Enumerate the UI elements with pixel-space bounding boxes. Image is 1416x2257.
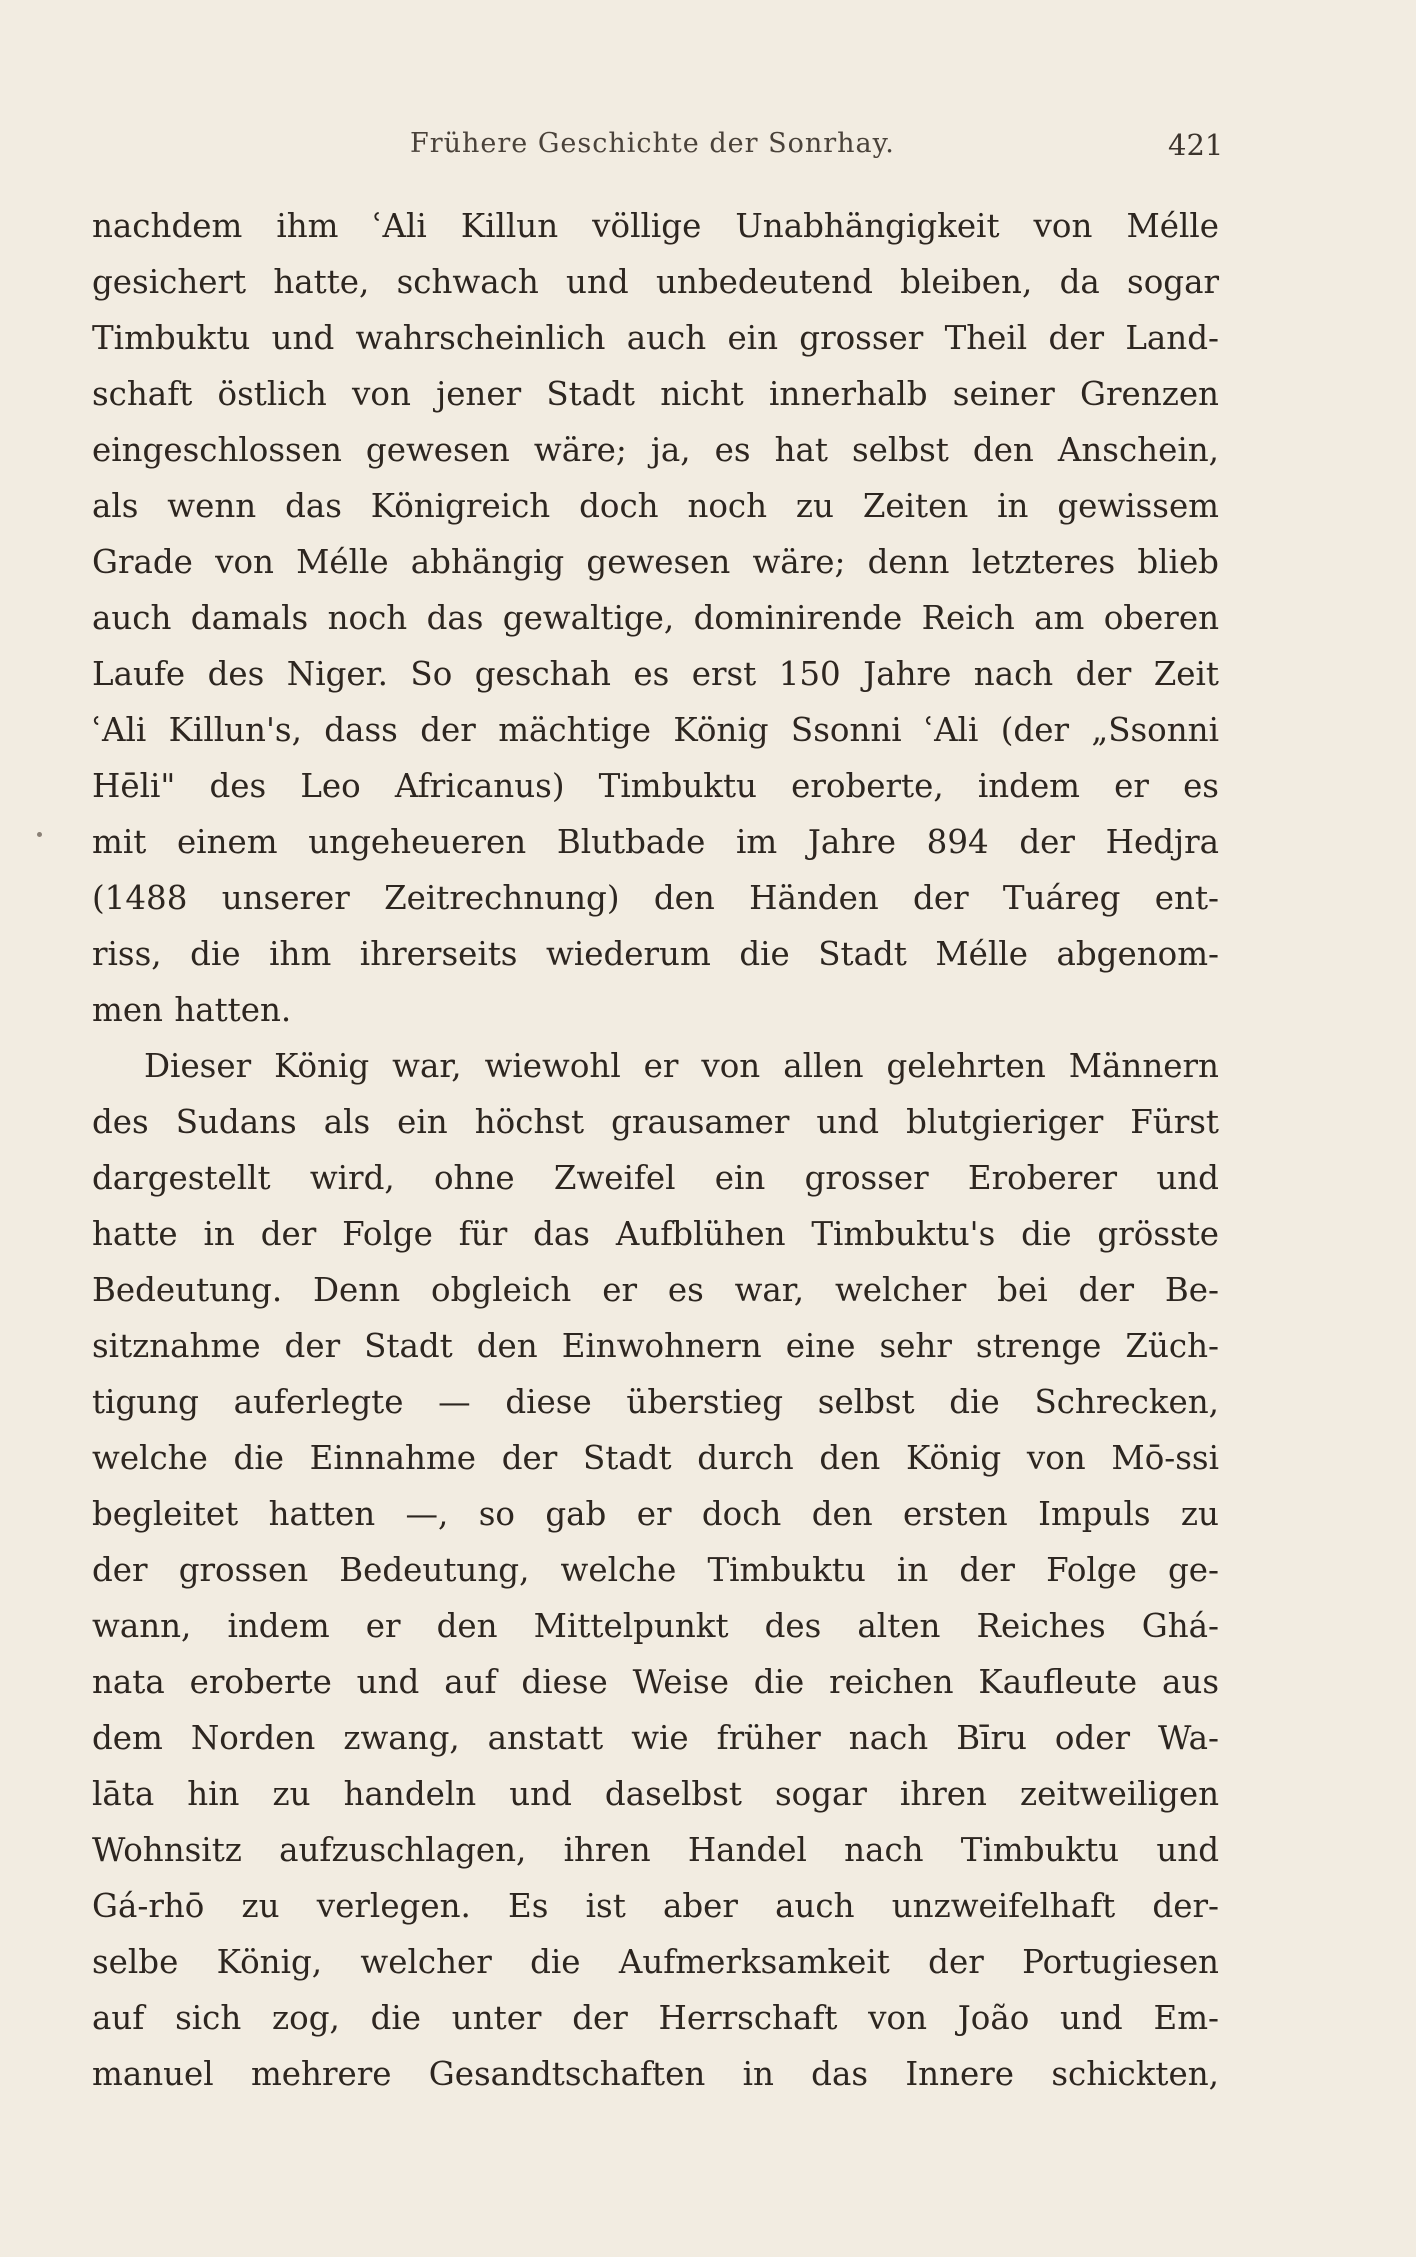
text-line: des Sudans als ein höchst grausamer und blutgieriger Fürst	[92, 1103, 1219, 1141]
text-line: manuel mehrere Gesandtschaften in das Innere schickten,	[92, 2055, 1219, 2093]
text-line: selbe König, welcher die Aufmerksamkeit der Portugiesen	[92, 1943, 1219, 1981]
text-line: auf sich zog, die unter der Herrschaft von João und Em-	[92, 1999, 1219, 2037]
text-line: riss, die ihm ihrerseits wiederum die Stadt Mélle abgenom-	[92, 935, 1219, 973]
text-line: ʿAli Killun's, dass der mächtige König Ssonni ʿAli (der „Ssonni	[92, 711, 1219, 749]
text-line: hatte in der Folge für das Aufblühen Timbuktu's die grösste	[92, 1215, 1219, 1253]
page-number: 421	[1168, 128, 1224, 162]
text-line: Dieser König war, wiewohl er von allen gelehrten Männern	[144, 1047, 1219, 1085]
text-line: Grade von Mélle abhängig gewesen wäre; denn letzteres blieb	[92, 543, 1219, 581]
text-line: welche die Einnahme der Stadt durch den König von Mō-ssi	[92, 1439, 1219, 1477]
text-line: Gá-rhō zu verlegen. Es ist aber auch unzweifelhaft der-	[92, 1887, 1219, 1925]
text-line: nachdem ihm ʿAli Killun völlige Unabhängigkeit von Mélle	[92, 207, 1219, 245]
text-line: nata eroberte und auf diese Weise die reichen Kaufleute aus	[92, 1663, 1219, 1701]
text-line: schaft östlich von jener Stadt nicht innerhalb seiner Grenzen	[92, 375, 1219, 413]
text-line: men hatten.	[92, 991, 292, 1029]
text-line: Timbuktu und wahrscheinlich auch ein grosser Theil der Land-	[92, 319, 1219, 357]
text-line: Wohnsitz aufzuschlagen, ihren Handel nach Timbuktu und	[92, 1831, 1219, 1869]
text-line: sitznahme der Stadt den Einwohnern eine sehr strenge Züch-	[92, 1327, 1219, 1365]
text-line: wann, indem er den Mittelpunkt des alten Reiches Ghá-	[92, 1607, 1219, 1645]
text-line: (1488 unserer Zeitrechnung) den Händen der Tuáreg ent-	[92, 879, 1219, 917]
text-line: dargestellt wird, ohne Zweifel ein grosser Eroberer und	[92, 1159, 1219, 1197]
margin-mark	[37, 832, 42, 837]
text-line: tigung auferlegte — diese überstieg selbst die Schrecken,	[92, 1383, 1219, 1421]
text-line: begleitet hatten —, so gab er doch den ersten Impuls zu	[92, 1495, 1219, 1533]
text-line: Laufe des Niger. So geschah es erst 150 Jahre nach der Zeit	[92, 655, 1219, 693]
text-line: dem Norden zwang, anstatt wie früher nach Bīru oder Wa-	[92, 1719, 1219, 1757]
running-title: Frühere Geschichte der Sonrhay.	[410, 128, 895, 159]
text-line: gesichert hatte, schwach und unbedeutend bleiben, da sogar	[92, 263, 1219, 301]
text-line: lāta hin zu handeln und daselbst sogar ihren zeitweiligen	[92, 1775, 1219, 1813]
text-line: eingeschlossen gewesen wäre; ja, es hat selbst den Anschein,	[92, 431, 1219, 469]
text-line: als wenn das Königreich doch noch zu Zeiten in gewissem	[92, 487, 1219, 525]
text-line: Bedeutung. Denn obgleich er es war, welcher bei der Be-	[92, 1271, 1219, 1309]
text-line: mit einem ungeheueren Blutbade im Jahre 894 der Hedjra	[92, 823, 1219, 861]
text-line: der grossen Bedeutung, welche Timbuktu in der Folge ge-	[92, 1551, 1219, 1589]
text-line: auch damals noch das gewaltige, dominirende Reich am oberen	[92, 599, 1219, 637]
text-line: Hēli" des Leo Africanus) Timbuktu eroberte, indem er es	[92, 767, 1219, 805]
